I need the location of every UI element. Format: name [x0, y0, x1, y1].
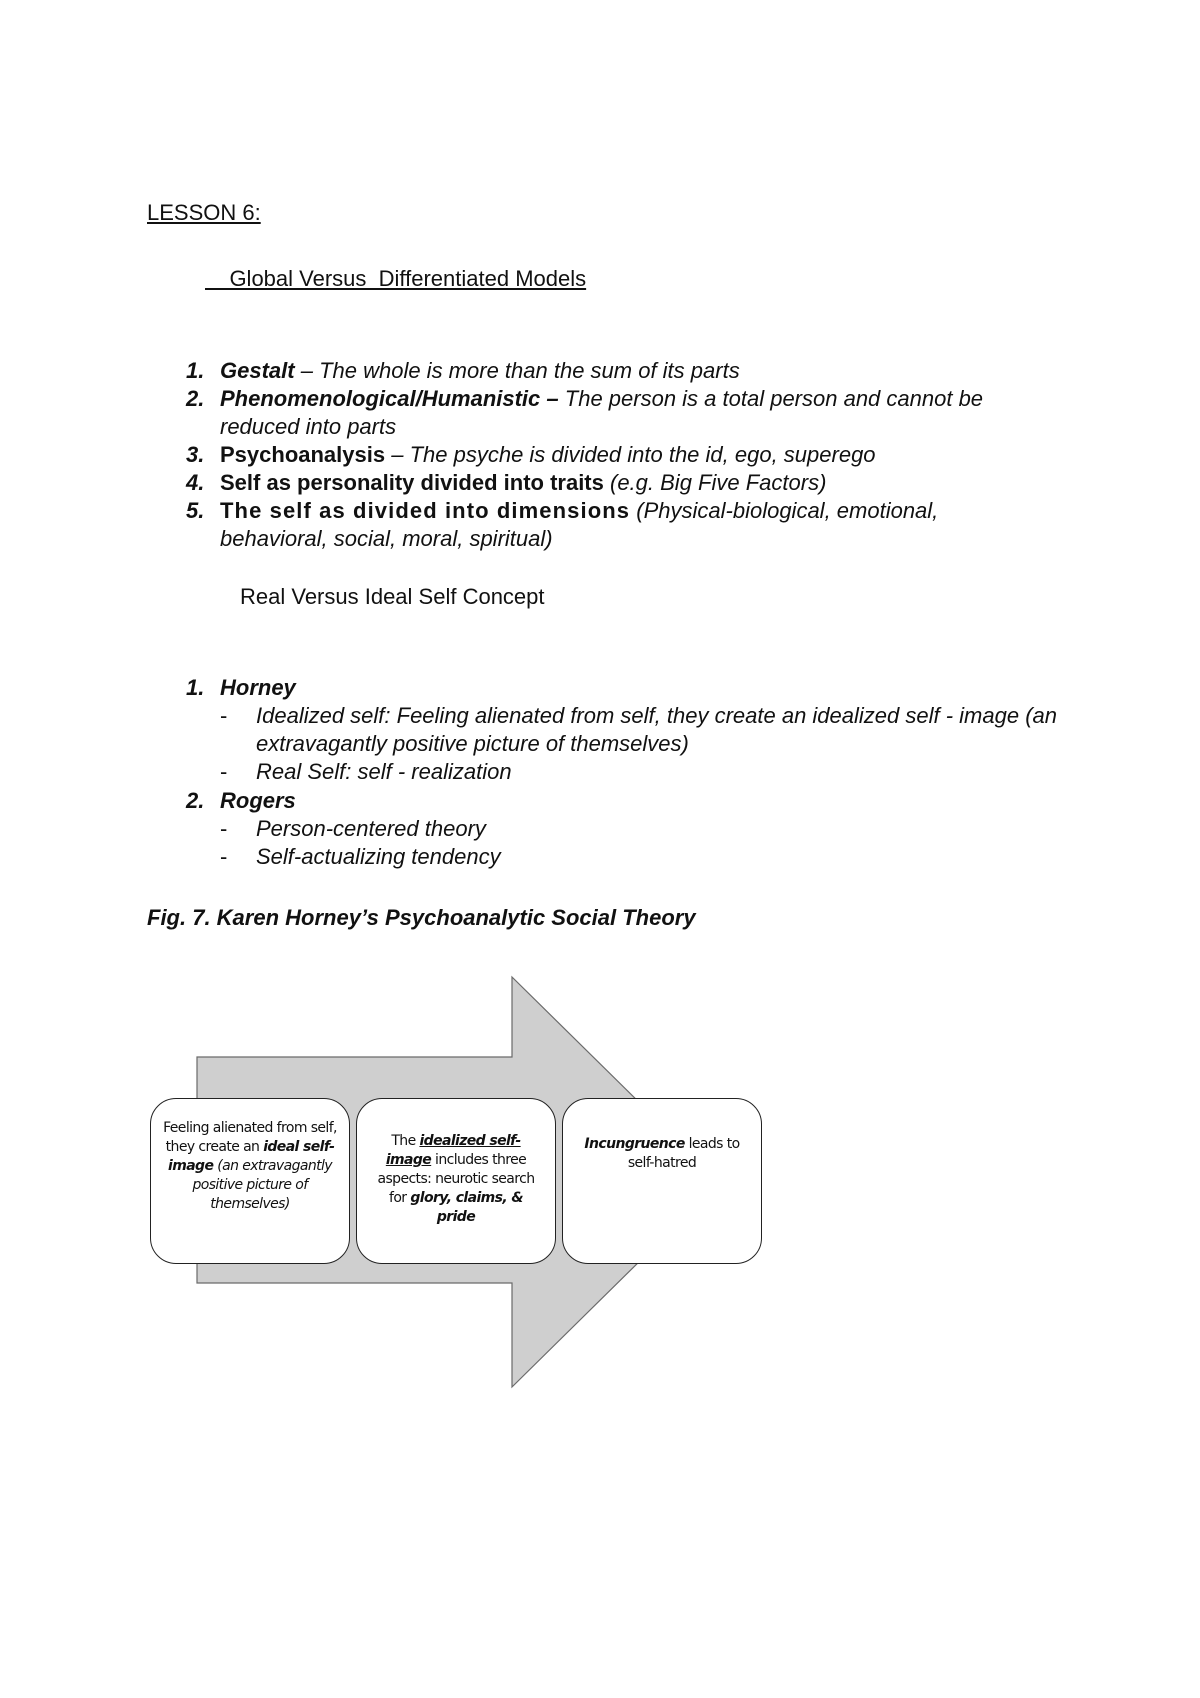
item-term: Phenomenological/Humanistic – — [220, 386, 559, 411]
box2-text-start: The — [391, 1133, 420, 1149]
dash-bullet: - — [220, 759, 228, 784]
box1-text-start: Feeling alienated from self, they create an — [163, 1120, 337, 1155]
box2-text-aspects: glory, claims, & pride — [410, 1190, 523, 1225]
item-term: Psychoanalysis — [220, 442, 386, 467]
box3-text-end: leads to self-hatred — [627, 1136, 740, 1171]
box3-text-emphasis: Incungruence — [584, 1136, 685, 1152]
figure-caption: Fig. 7. Karen Horney’s Psychoanalytic Social Theory — [147, 905, 696, 930]
theorist-name: Rogers — [220, 788, 296, 813]
dash-bullet: - — [220, 816, 228, 841]
sub-point-text: Idealized self: Feeling alienated from self, they create an idealized self - image (an extravagantly positive picture of themselves) — [256, 703, 1057, 756]
item-description: The person is a total person and cannot be reduced into parts — [220, 386, 984, 439]
section-heading-real-ideal: Real Versus Ideal Self Concept — [240, 584, 545, 609]
diagram-box-idealized-self — [356, 1098, 556, 1264]
item-separator: – — [385, 442, 410, 467]
item-description: The whole is more than the sum of its parts — [319, 358, 740, 383]
box1-text-emphasis: ideal self-image — [168, 1139, 335, 1174]
diagram-box-incongruence — [562, 1098, 762, 1264]
item-number: 4. — [186, 470, 205, 495]
item-term: Gestalt — [220, 358, 295, 383]
dash-bullet: - — [220, 844, 228, 869]
sub-point-text: Person-centered theory — [256, 816, 486, 841]
lesson-label: LESSON 6: — [147, 200, 261, 225]
item-number: 2. — [186, 788, 205, 813]
item-description: (e.g. Big Five Factors) — [610, 470, 827, 495]
item-separator: – — [294, 358, 320, 383]
item-number: 3. — [186, 442, 205, 467]
dash-bullet: - — [220, 703, 228, 728]
item-term: Self as personality divided into traits — [220, 470, 604, 495]
box2-text-middle: includes three aspects: neurotic search for — [377, 1152, 535, 1206]
item-description: (Physical-biological, emotional, behavioral, social, moral, spiritual) — [220, 498, 939, 551]
item-number: 1. — [186, 358, 205, 383]
box1-text-end: (an extravagantly positive picture of themselves) — [192, 1158, 332, 1212]
item-number: 1. — [186, 675, 205, 700]
diagram-box-alienation — [150, 1098, 350, 1264]
item-number: 2. — [186, 386, 205, 411]
theorist-name: Horney — [220, 675, 296, 700]
item-description: The psyche is divided into the id, ego, superego — [409, 442, 876, 467]
sub-point-text: Self-actualizing tendency — [256, 844, 501, 869]
sub-point-text: Real Self: self - realization — [256, 759, 512, 784]
item-number: 5. — [186, 498, 205, 523]
item-term: The self as divided into dimensions — [220, 498, 631, 523]
section-heading-global-models: Global Versus Differentiated Models — [205, 266, 587, 291]
box2-text-emphasis: idealized self-image — [385, 1133, 521, 1168]
